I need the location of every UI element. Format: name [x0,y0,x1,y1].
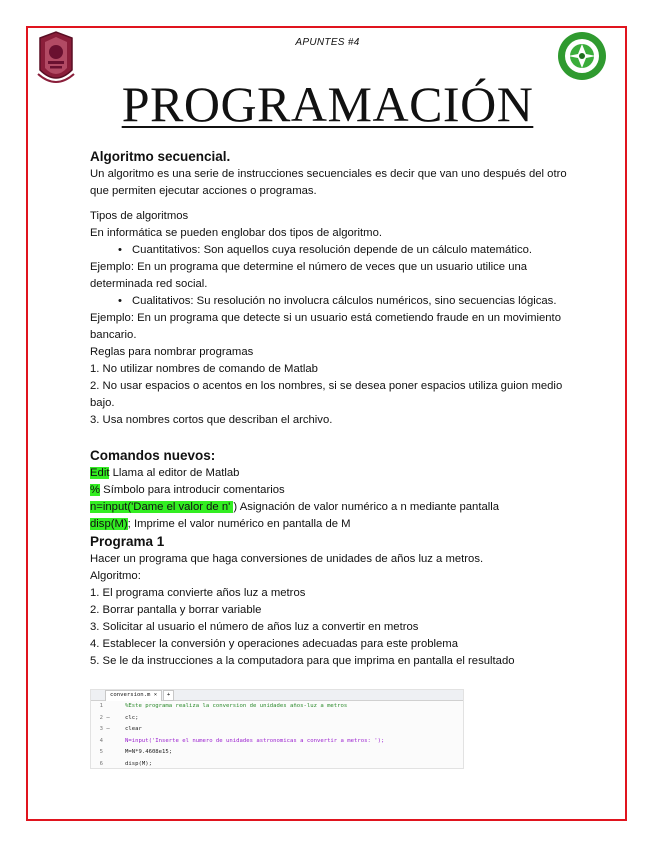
code-text: N=input('Inserte el numero de unidades astronomicas a convertir a metros: '); [125,737,385,744]
command-code: disp(M) [90,518,128,530]
example-text: Ejemplo: En un programa que determine el número de veces que un usuario utilice una determinada red social. [90,261,528,290]
line-marker [103,736,113,748]
line-marker: — [106,714,110,721]
line-marker: — [106,726,110,732]
list-item [90,293,580,310]
bullet-icon: • [118,295,122,307]
document-body [90,148,580,670]
rule-item: 1. No utilizar nombres de comando de Matlab [90,363,318,375]
code-text: clear [125,726,142,732]
header-label: APUNTES #4 [295,37,360,48]
line-number: 6 [99,760,103,767]
step-item: 5. Se le da instrucciones a la computadora para que imprima en pantalla el resultado [90,655,515,667]
code-text: %Este programa realiza la conversion de unidades años-luz a metros [125,703,348,709]
command-code: Edit [90,467,110,479]
command-desc: Llama al editor de Matlab [109,467,240,479]
code-line [91,736,463,748]
code-line [91,759,463,770]
code-text: clc; [125,714,139,721]
line-marker [103,701,113,713]
example-text: Ejemplo: En un programa que detecte si un usuario está cometiendo fraude en un movimiento bancario. [90,312,561,341]
bullet-text: Cualitativos: Su resolución no involucra cálculos numéricos, sino secuencias lógicas. [132,295,557,307]
code-line [91,701,463,713]
code-text: M=N*9.4608e15; [125,749,173,755]
types-intro: En informática se pueden englobar dos tipos de algoritmo. [90,227,383,239]
line-marker [103,759,113,770]
command-row [90,482,580,499]
code-line [91,724,463,736]
editor-tab[interactable] [105,690,162,701]
line-number: 4 [99,737,103,744]
types-title: Tipos de algoritmos [90,210,189,222]
section-heading-comandos: Comandos nuevos: [90,448,216,463]
rules-title: Reglas para nombrar programas [90,346,254,358]
section-heading-programa: Programa 1 [90,534,165,549]
step-item: 2. Borrar pantalla y borrar variable [90,604,262,616]
code-line [91,747,463,759]
line-number: 5 [99,749,103,755]
command-row [90,465,580,482]
program-intro: Hacer un programa que haga conversiones de unidades de años luz a metros. [90,553,484,565]
add-tab-button[interactable]: + [163,690,174,701]
close-icon[interactable]: × [153,692,158,698]
rule-item: 2. No usar espacios o acentos en los nombres, si se desea poner espacios utiliza guion medio bajo. [90,380,563,409]
code-text: disp(M); [125,760,152,767]
page-title: PROGRAMACIÓN [121,76,534,132]
command-desc: Símbolo para introducir comentarios [100,484,285,496]
paragraph-intro: Un algoritmo es una serie de instrucciones secuenciales es decir que van uno después del otro que permiten ejecutar acciones o programas. [90,168,567,197]
command-code: % [90,484,101,496]
command-row [90,499,580,516]
command-code: n=input('Dame el valor de n' [90,501,234,513]
line-number: 2 [99,714,103,721]
algorithm-title: Algoritmo: [90,570,141,582]
section-heading-algoritmo: Algoritmo secuencial. [90,149,231,164]
matlab-editor-screenshot [90,689,464,769]
bullet-icon: • [118,244,122,256]
editor-tab-label: conversion.m [110,692,151,698]
command-row [90,516,580,533]
command-desc: ; Imprime el valor numérico en pantalla de M [127,518,351,530]
editor-tab-bar [91,690,463,701]
bullet-text: Cuantitativos: Son aquellos cuya resolución depende de un cálculo matemático. [132,244,533,256]
step-item: 1. El programa convierte años luz a metros [90,587,306,599]
step-item: 4. Establecer la conversión y operaciones adecuadas para este problema [90,638,458,650]
rule-item: 3. Usa nombres cortos que describan el archivo. [90,414,333,426]
step-item: 3. Solicitar al usuario el número de años luz a convertir en metros [90,621,419,633]
list-item [90,242,580,259]
line-number: 3 [99,726,103,732]
line-number: 1 [99,703,103,709]
code-line [91,713,463,725]
line-marker [103,747,113,759]
command-desc: ) Asignación de valor numérico a n mediante pantalla [233,501,500,513]
